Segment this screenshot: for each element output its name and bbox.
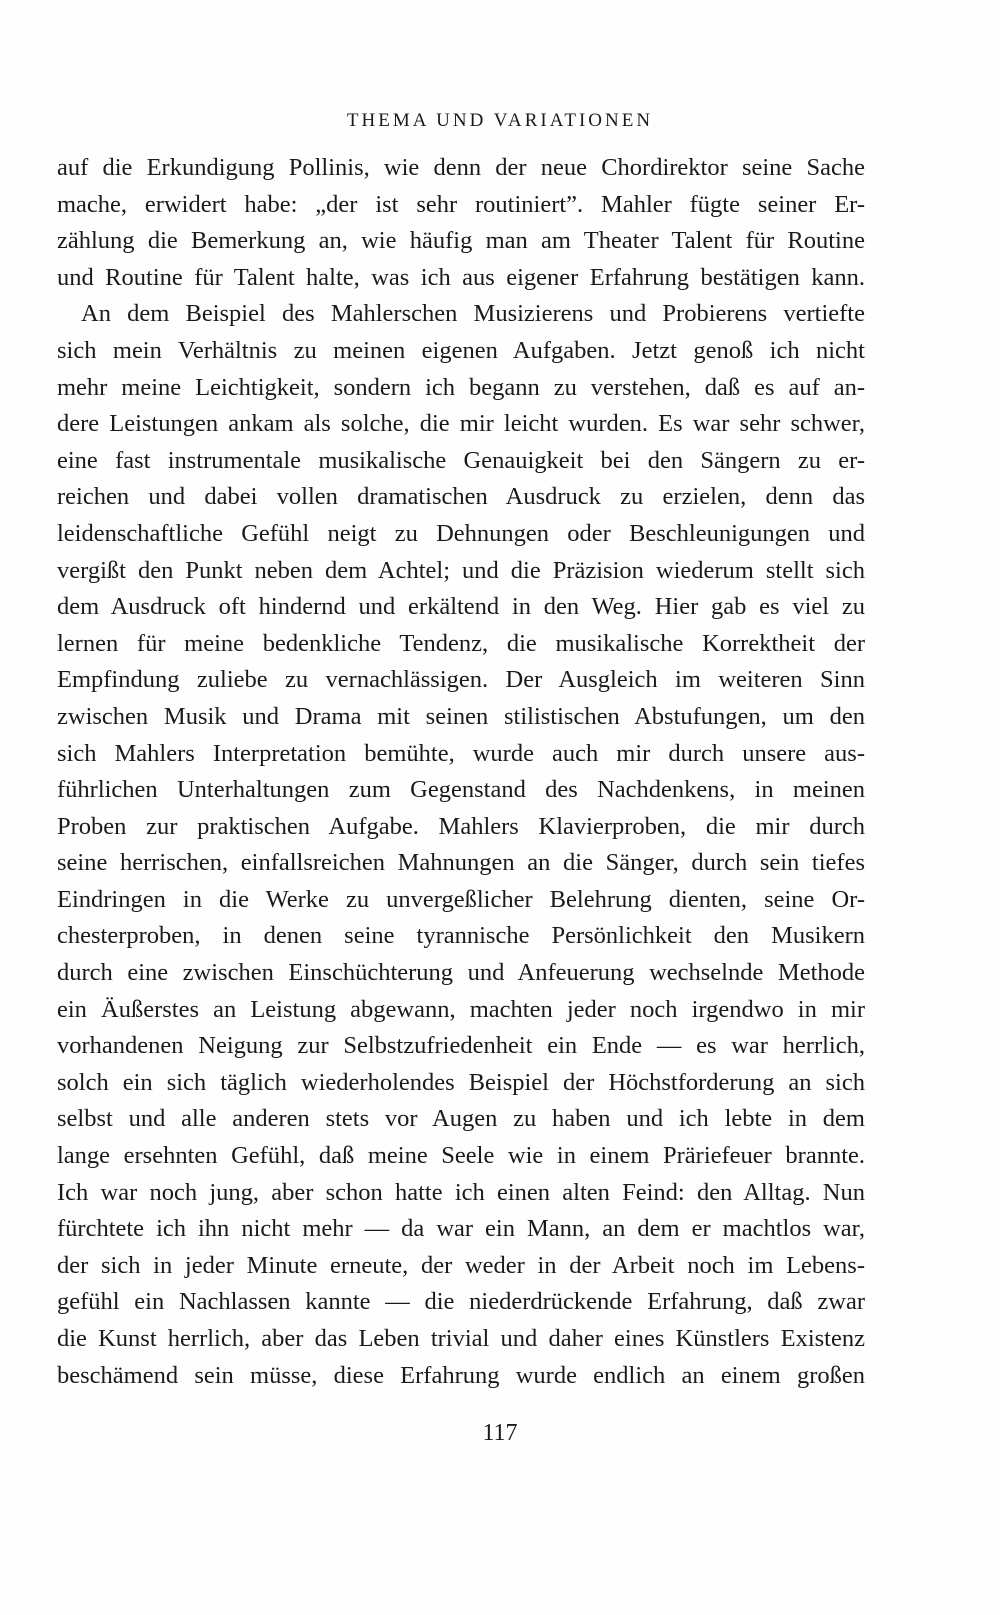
text-line: sich mein Verhältnis zu meinen eigenen Aufgaben. Jetzt genoß ich nicht xyxy=(57,336,865,364)
text-line: mehr meine Leichtigkeit, sondern ich begann zu verstehen, daß es auf an- xyxy=(57,373,865,401)
text-line: beschämend sein müsse, diese Erfahrung wurde endlich an einem großen xyxy=(57,1361,865,1389)
text-line: solch ein sich täglich wiederholendes Beispiel der Höchstforderung an sich xyxy=(57,1068,865,1096)
text-line: sich Mahlers Interpretation bemühte, wurde auch mir durch unsere aus- xyxy=(57,739,865,767)
text-line: zählung die Bemerkung an, wie häufig man am Theater Talent für Routine xyxy=(57,227,865,255)
text-line: leidenschaftliche Gefühl neigt zu Dehnungen oder Beschleunigungen und xyxy=(57,519,865,547)
text-line: lange ersehnten Gefühl, daß meine Seele wie in einem Präriefeuer brannte. xyxy=(57,1142,865,1170)
text-line: vorhandenen Neigung zur Selbstzufriedenheit ein Ende — es war herrlich, xyxy=(57,1032,865,1060)
text-line: durch eine zwischen Einschüchterung und Anfeuerung wechselnde Methode xyxy=(57,959,865,987)
running-head: THEMA UND VARIATIONEN xyxy=(346,110,654,131)
text-line: ein Äußerstes an Leistung abgewann, machten jeder noch irgendwo in mir xyxy=(57,995,865,1023)
text-line: vergißt den Punkt neben dem Achtel; und die Präzision wiederum stellt sich xyxy=(57,556,865,584)
text-line: Proben zur praktischen Aufgabe. Mahlers Klavierproben, die mir durch xyxy=(57,812,865,840)
text-line: seine herrischen, einfallsreichen Mahnungen an die Sänger, durch sein tiefes xyxy=(57,849,865,877)
text-line: Ich war noch jung, aber schon hatte ich einen alten Feind: den Alltag. Nun xyxy=(57,1178,865,1206)
text-line: chesterproben, in denen seine tyrannische Persönlichkeit den Musikern xyxy=(57,922,865,950)
body-text xyxy=(57,150,865,1394)
text-line: reichen und dabei vollen dramatischen Ausdruck zu erzielen, denn das xyxy=(57,483,865,511)
text-line: und Routine für Talent halte, was ich aus eigener Erfahrung bestätigen kann. xyxy=(57,263,865,291)
text-line: die Kunst herrlich, aber das Leben trivial und daher eines Künstlers Existenz xyxy=(57,1325,865,1352)
text-line: dem Ausdruck oft hindernd und erkältend in den Weg. Hier gab es viel zu xyxy=(57,593,865,621)
text-line: mache, erwidert habe: „der ist sehr routiniert”. Mahler fügte seiner Er- xyxy=(57,190,865,218)
text-line: auf die Erkundigung Pollinis, wie denn der neue Chordirektor seine Sache xyxy=(57,154,865,181)
text-line: Empfindung zuliebe zu vernachlässigen. Der Ausgleich im weiteren Sinn xyxy=(57,666,865,694)
text-line: gefühl ein Nachlassen kannte — die niederdrückende Erfahrung, daß zwar xyxy=(57,1288,865,1316)
text-line: fürchtete ich ihn nicht mehr — da war ein Mann, an dem er machtlos war, xyxy=(57,1215,865,1243)
text-line: zwischen Musik und Drama mit seinen stilistischen Abstufungen, um den xyxy=(57,702,865,730)
text-line: der sich in jeder Minute erneute, der weder in der Arbeit noch im Lebens- xyxy=(57,1251,865,1279)
text-line: dere Leistungen ankam als solche, die mir leicht wurden. Es war sehr schwer, xyxy=(57,410,865,438)
page-number: 117 xyxy=(482,1420,518,1446)
text-line: führlichen Unterhaltungen zum Gegenstand des Nachdenkens, in meinen xyxy=(57,776,865,804)
text-line: eine fast instrumentale musikalische Genauigkeit bei den Sängern zu er- xyxy=(57,446,865,474)
text-line: An dem Beispiel des Mahlerschen Musizierens und Probierens vertiefte xyxy=(81,300,865,328)
text-line: Eindringen in die Werke zu unvergeßlicher Belehrung dienten, seine Or- xyxy=(57,885,865,913)
text-line: selbst und alle anderen stets vor Augen zu haben und ich lebte in dem xyxy=(57,1105,865,1133)
text-line: lernen für meine bedenkliche Tendenz, die musikalische Korrektheit der xyxy=(57,629,865,657)
